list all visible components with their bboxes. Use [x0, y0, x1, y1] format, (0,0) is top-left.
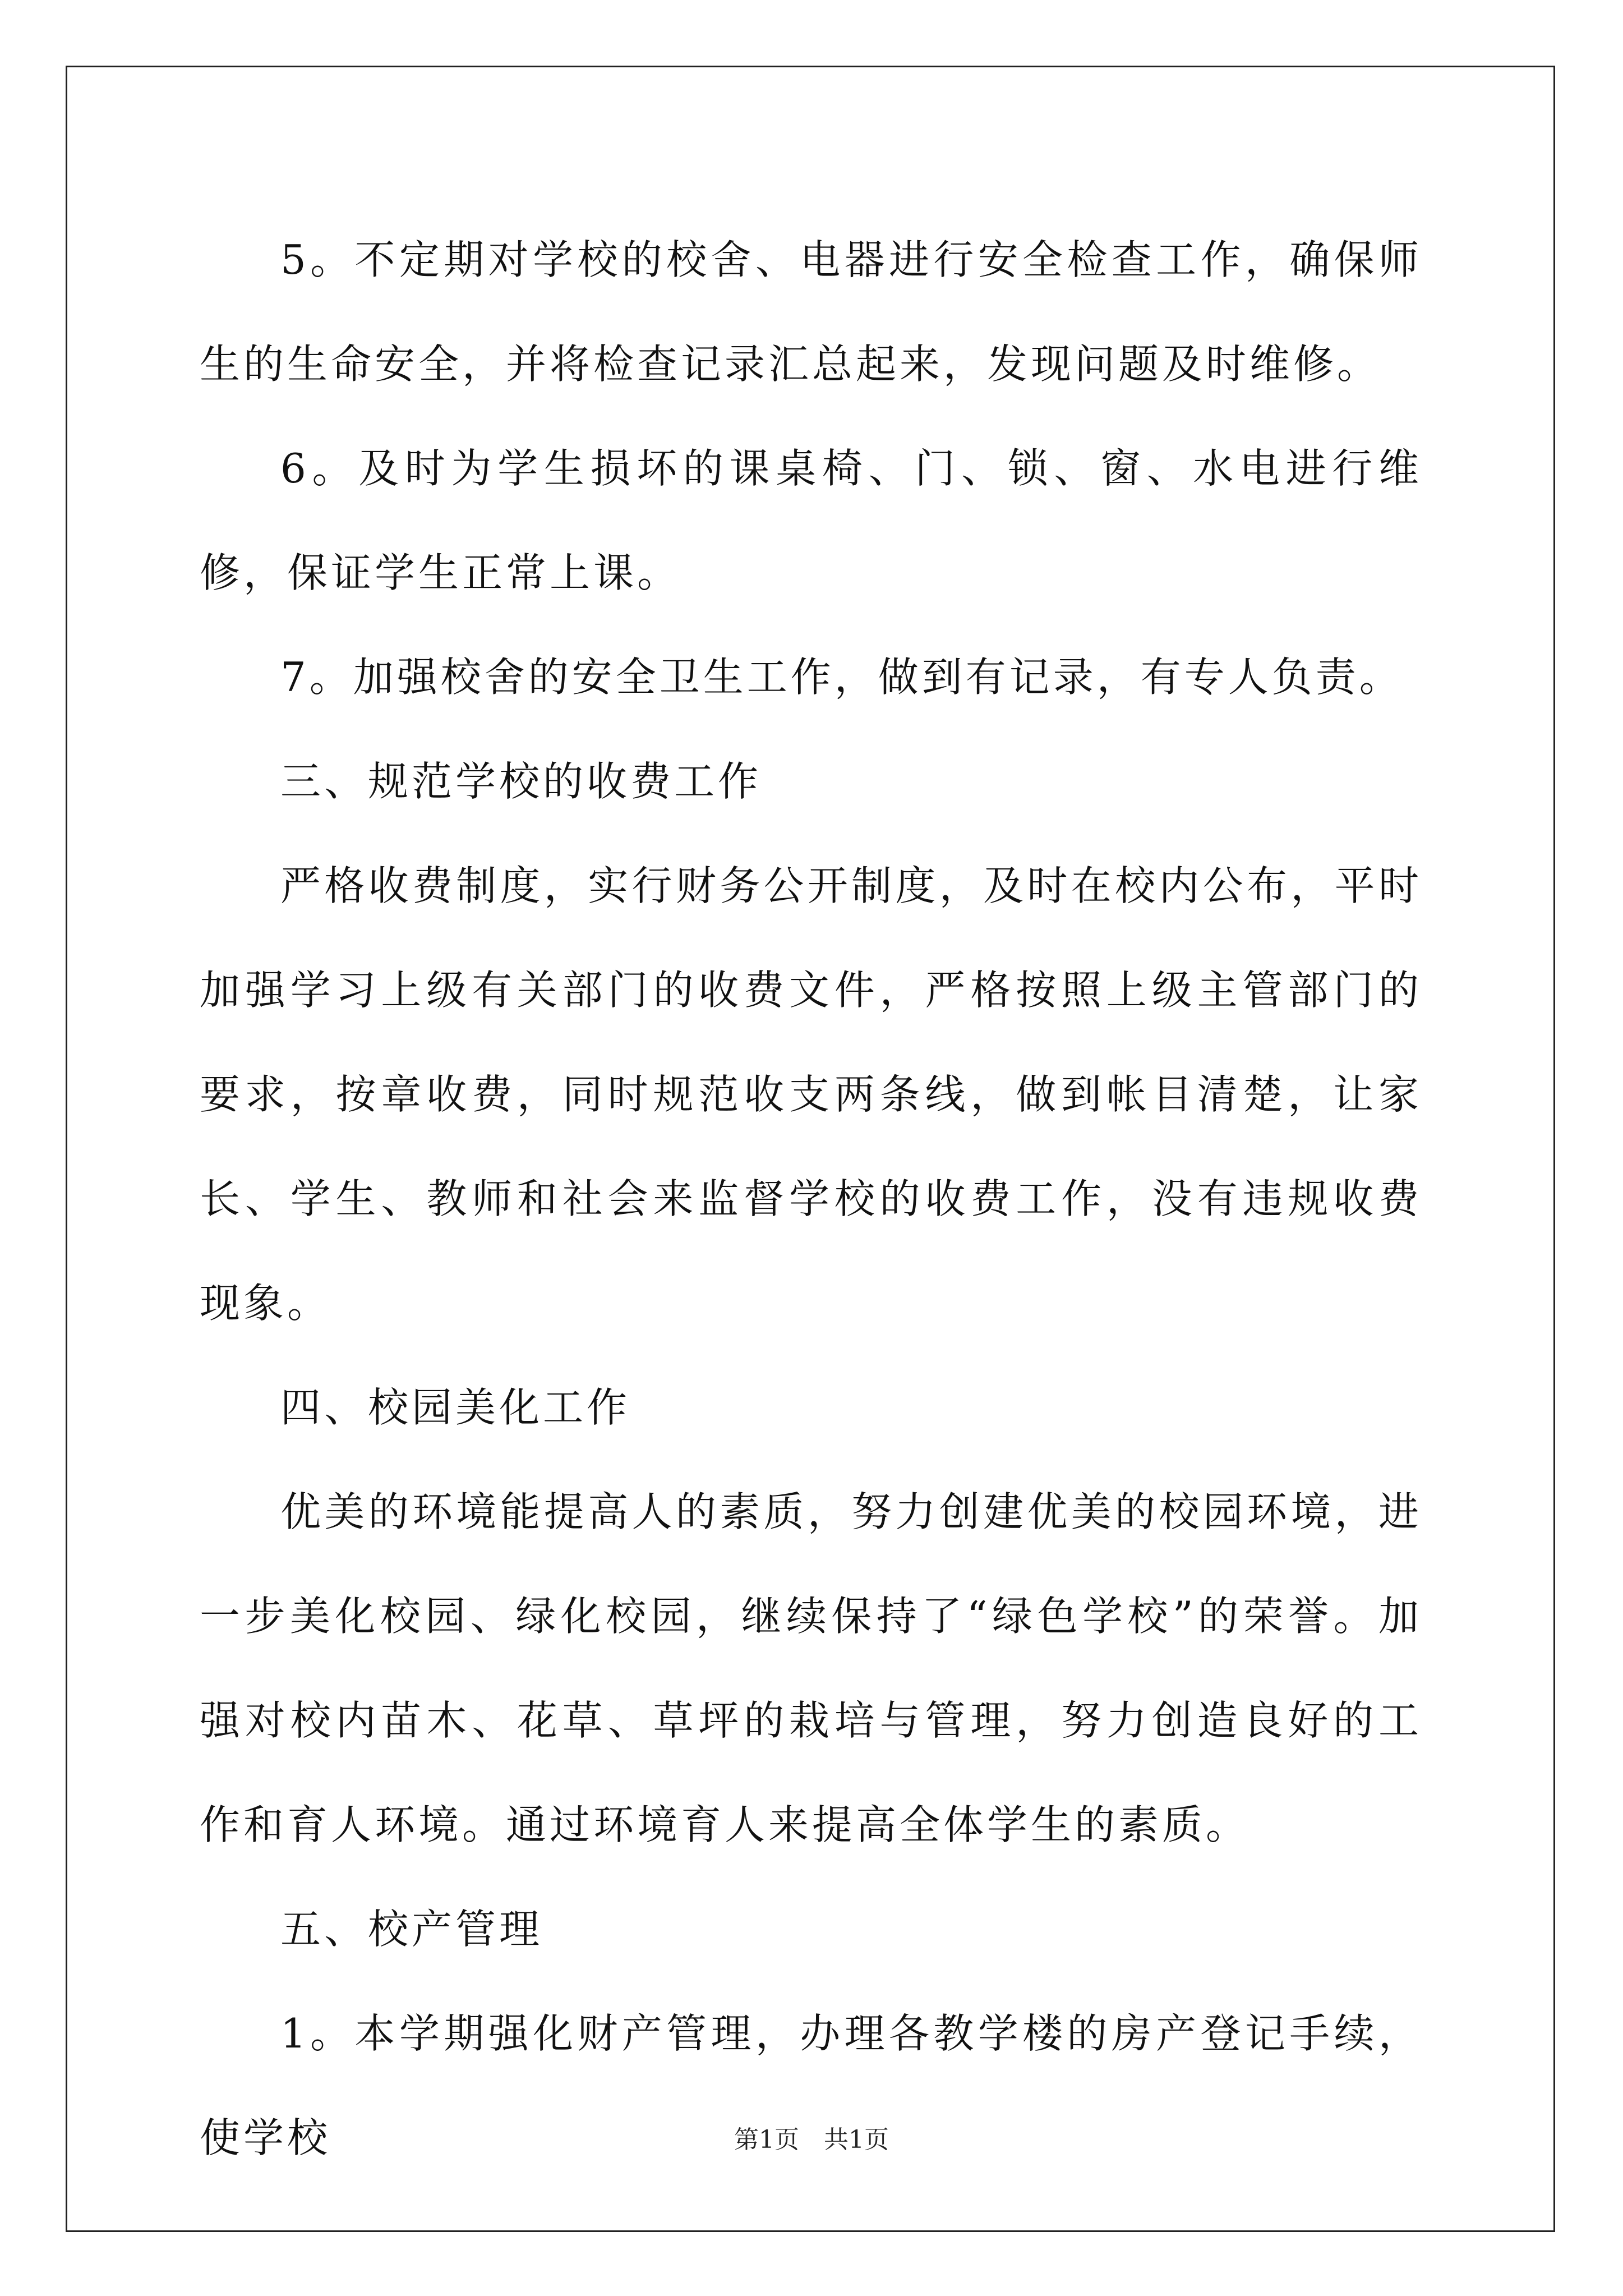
paragraph-item-6: 6。及时为学生损坏的课桌椅、门、锁、窗、水电进行维修，保证学生正常上课。 [200, 445, 1422, 596]
paragraph-item-7: 7。加强校舍的安全卫生工作，做到有记录，有专人负责。 [280, 654, 1403, 701]
section-heading-fees: 三、规范学校的收费工作 [280, 758, 762, 805]
document-body [200, 208, 1422, 2190]
paragraph-assets-1: 1。本学期强化财产管理，办理各教学楼的房产登记手续，使学校 [200, 2010, 1422, 2161]
section-heading-assets: 五、校产管理 [280, 1906, 543, 1953]
page-number-current: 第1页 [734, 2125, 799, 2154]
page-footer [0, 2119, 1623, 2155]
paragraph-item-5: 5。不定期对学校的校舍、电器进行安全检查工作，确保师生的生命安全，并将检查记录汇总起来，发现问题及时维修。 [200, 236, 1422, 388]
paragraph-campus: 优美的环境能提高人的素质，努力创建优美的校园环境，进一步美化校园、绿化校园，继续保持了“绿色学校”的荣誉。加强对校内苗木、花草、草坪的栽培与管理，努力创造良好的工作和育人环境。通过环境育人来提高全体学生的素质。 [200, 1488, 1422, 1848]
section-heading-campus: 四、校园美化工作 [280, 1384, 631, 1431]
page-number-total: 共1页 [824, 2125, 889, 2154]
paragraph-fees: 严格收费制度，实行财务公开制度，及时在校内公布，平时加强学习上级有关部门的收费文件，严格按照上级主管部门的要求，按章收费，同时规范收支两条线，做到帐目清楚，让家长、学生、教师和社会来监督学校的收费工作，没有违规收费现象。 [200, 862, 1422, 1327]
